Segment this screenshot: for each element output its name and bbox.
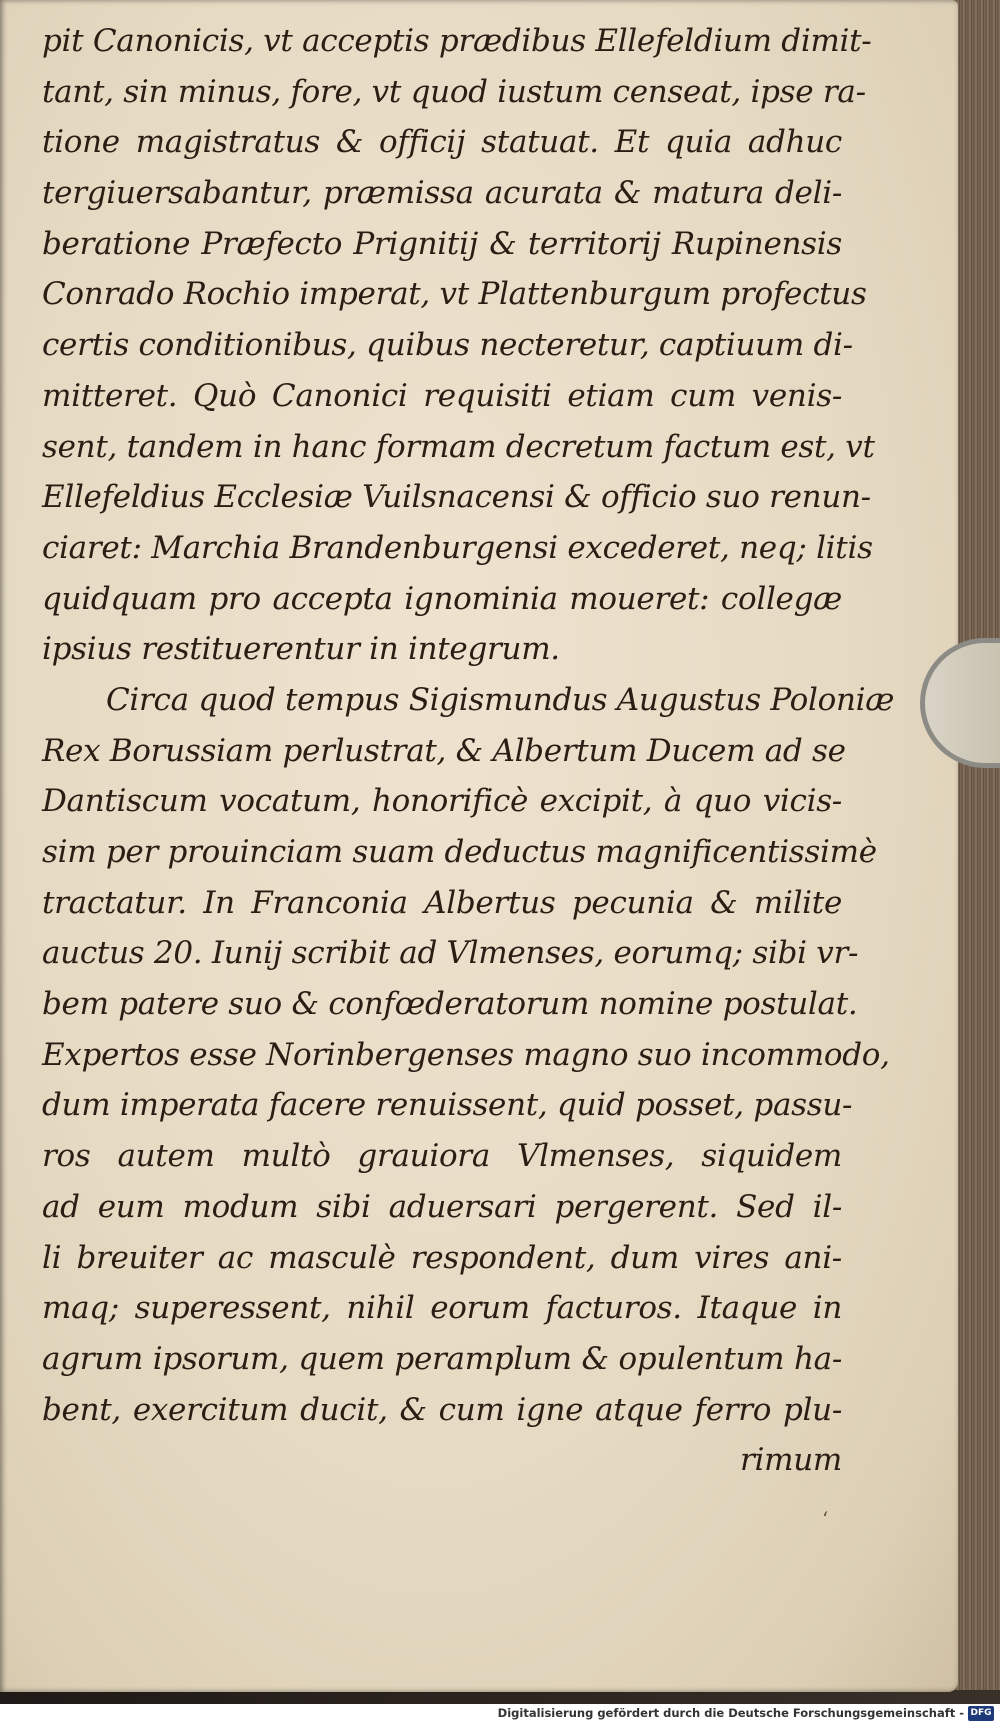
- text-line: ciaret: Marchia Brandenburgensi excederet, neq; litis: [42, 529, 873, 566]
- digitization-credit: Digitalisierung gefördert durch die Deutsche Forschungsgemeinschaft -: [497, 1706, 964, 1720]
- text-line: ros autem multò grauiora Vlmenses, siquidem: [42, 1138, 842, 1175]
- text-line: Expertos esse Norinbergenses magno suo incommodo,: [42, 1036, 890, 1073]
- text-line: bent, exercitum ducit, & cum igne atque ferro plu-: [42, 1391, 842, 1428]
- dfg-logo-icon: DFG: [968, 1706, 994, 1721]
- text-line: Ellefeldius Ecclesiæ Vuilsnacensi & officio suo renun-: [42, 479, 871, 516]
- text-line: tant, sin minus, fore, vt quod iustum censeat, ipse ra-: [42, 73, 866, 110]
- text-line: tergiuersabantur, præmissa acurata & matura deli-: [42, 175, 842, 212]
- text-line: agrum ipsorum, quem peramplum & opulentum ha-: [42, 1340, 842, 1377]
- paragraph-start-line: Circa quod tempus Sigismundus Augustus Poloniæ: [106, 681, 895, 718]
- text-line: mitteret. Quò Canonici requisiti etiam cum venis-: [42, 377, 842, 414]
- text-line: sent, tandem in hanc formam decretum factum est, vt: [42, 428, 875, 465]
- text-line: quidquam pro accepta ignominia moueret: collegæ: [42, 580, 842, 617]
- page-text: [42, 16, 895, 1486]
- text-line: Conrado Rochio imperat, vt Plattenburgum profectus: [42, 276, 867, 313]
- text-line: maq; superessent, nihil eorum facturos. Itaque in: [42, 1290, 842, 1327]
- text-line: tione magistratus & officij statuat. Et quia adhuc: [42, 124, 842, 161]
- text-line: sim per prouinciam suam deductus magnificentissimè: [42, 834, 877, 870]
- text-line: dum imperata facere renuissent, quid posset, passu-: [42, 1087, 853, 1124]
- text-line: certis conditionibus, quibus necteretur, captiuum di-: [42, 327, 853, 364]
- text-line: auctus 20. Iunij scribit ad Vlmenses, eorumq; sibi vr-: [42, 935, 859, 972]
- paragraph-end-line: ipsius restituerentur in integrum.: [42, 631, 560, 668]
- text-line: pit Canonicis, vt acceptis prædibus Ellefeldium dimit-: [42, 23, 872, 59]
- text-line: beratione Præfecto Prignitij & territorij Rupinensis: [42, 225, 842, 262]
- text-line: ad eum modum sibi aduersari pergerent. Sed il-: [42, 1188, 842, 1225]
- text-line: Rex Borussiam perlustrat, & Albertum Ducem ad se: [42, 732, 846, 769]
- ink-speck-mark: ʻ: [822, 1507, 829, 1531]
- catchword: rimum: [740, 1442, 842, 1479]
- text-line: li breuiter ac masculè respondent, dum vires ani-: [42, 1239, 842, 1276]
- text-line: Dantiscum vocatum, honorificè excipit, à quo vicis-: [42, 783, 842, 820]
- text-line: bem patere suo & confœderatorum nomine postulat.: [42, 986, 858, 1023]
- text-line: tractatur. In Franconia Albertus pecunia & milite: [42, 884, 842, 921]
